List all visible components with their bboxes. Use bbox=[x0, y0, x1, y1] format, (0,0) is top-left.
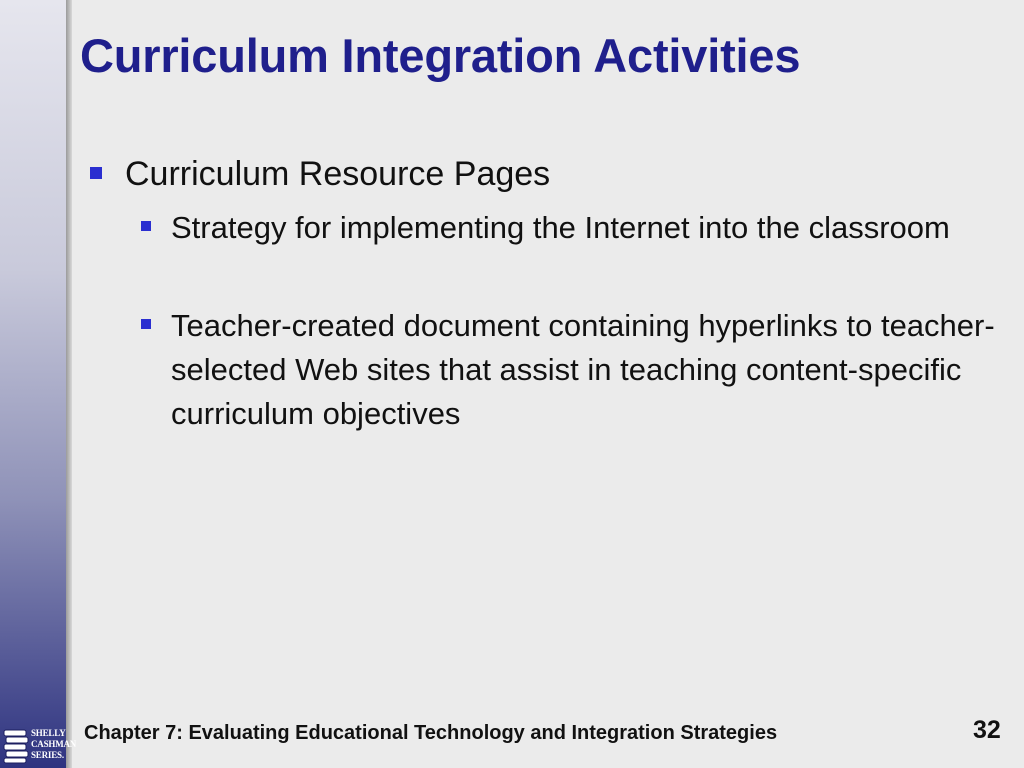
slide-title: Curriculum Integration Activities bbox=[80, 29, 801, 82]
page-number: 32 bbox=[973, 716, 1001, 744]
sidebar-gradient bbox=[0, 0, 66, 768]
sidebar-edge bbox=[66, 0, 72, 768]
bullet-square-icon bbox=[141, 221, 151, 231]
bullet-square-icon bbox=[141, 319, 151, 329]
books-icon bbox=[2, 728, 30, 764]
sub-bullet-text: Teacher-created document containing hyperlinks to teacher-selected Web sites that assist in teaching content-specific curriculum objectives bbox=[171, 308, 995, 431]
shelly-cashman-logo bbox=[2, 722, 77, 766]
logo-line: CASHMAN bbox=[31, 739, 77, 749]
sub-bullet-text: Strategy for implementing the Internet into the classroom bbox=[171, 210, 950, 245]
logo-line: SHELLY bbox=[31, 728, 66, 738]
logo-text bbox=[31, 728, 77, 761]
bullet-square-icon bbox=[90, 167, 102, 179]
footer-chapter-text: Chapter 7: Evaluating Educational Technology and Integration Strategies bbox=[84, 722, 778, 744]
logo-line: SERIES. bbox=[31, 750, 64, 760]
bullet-text: Curriculum Resource Pages bbox=[125, 155, 551, 193]
